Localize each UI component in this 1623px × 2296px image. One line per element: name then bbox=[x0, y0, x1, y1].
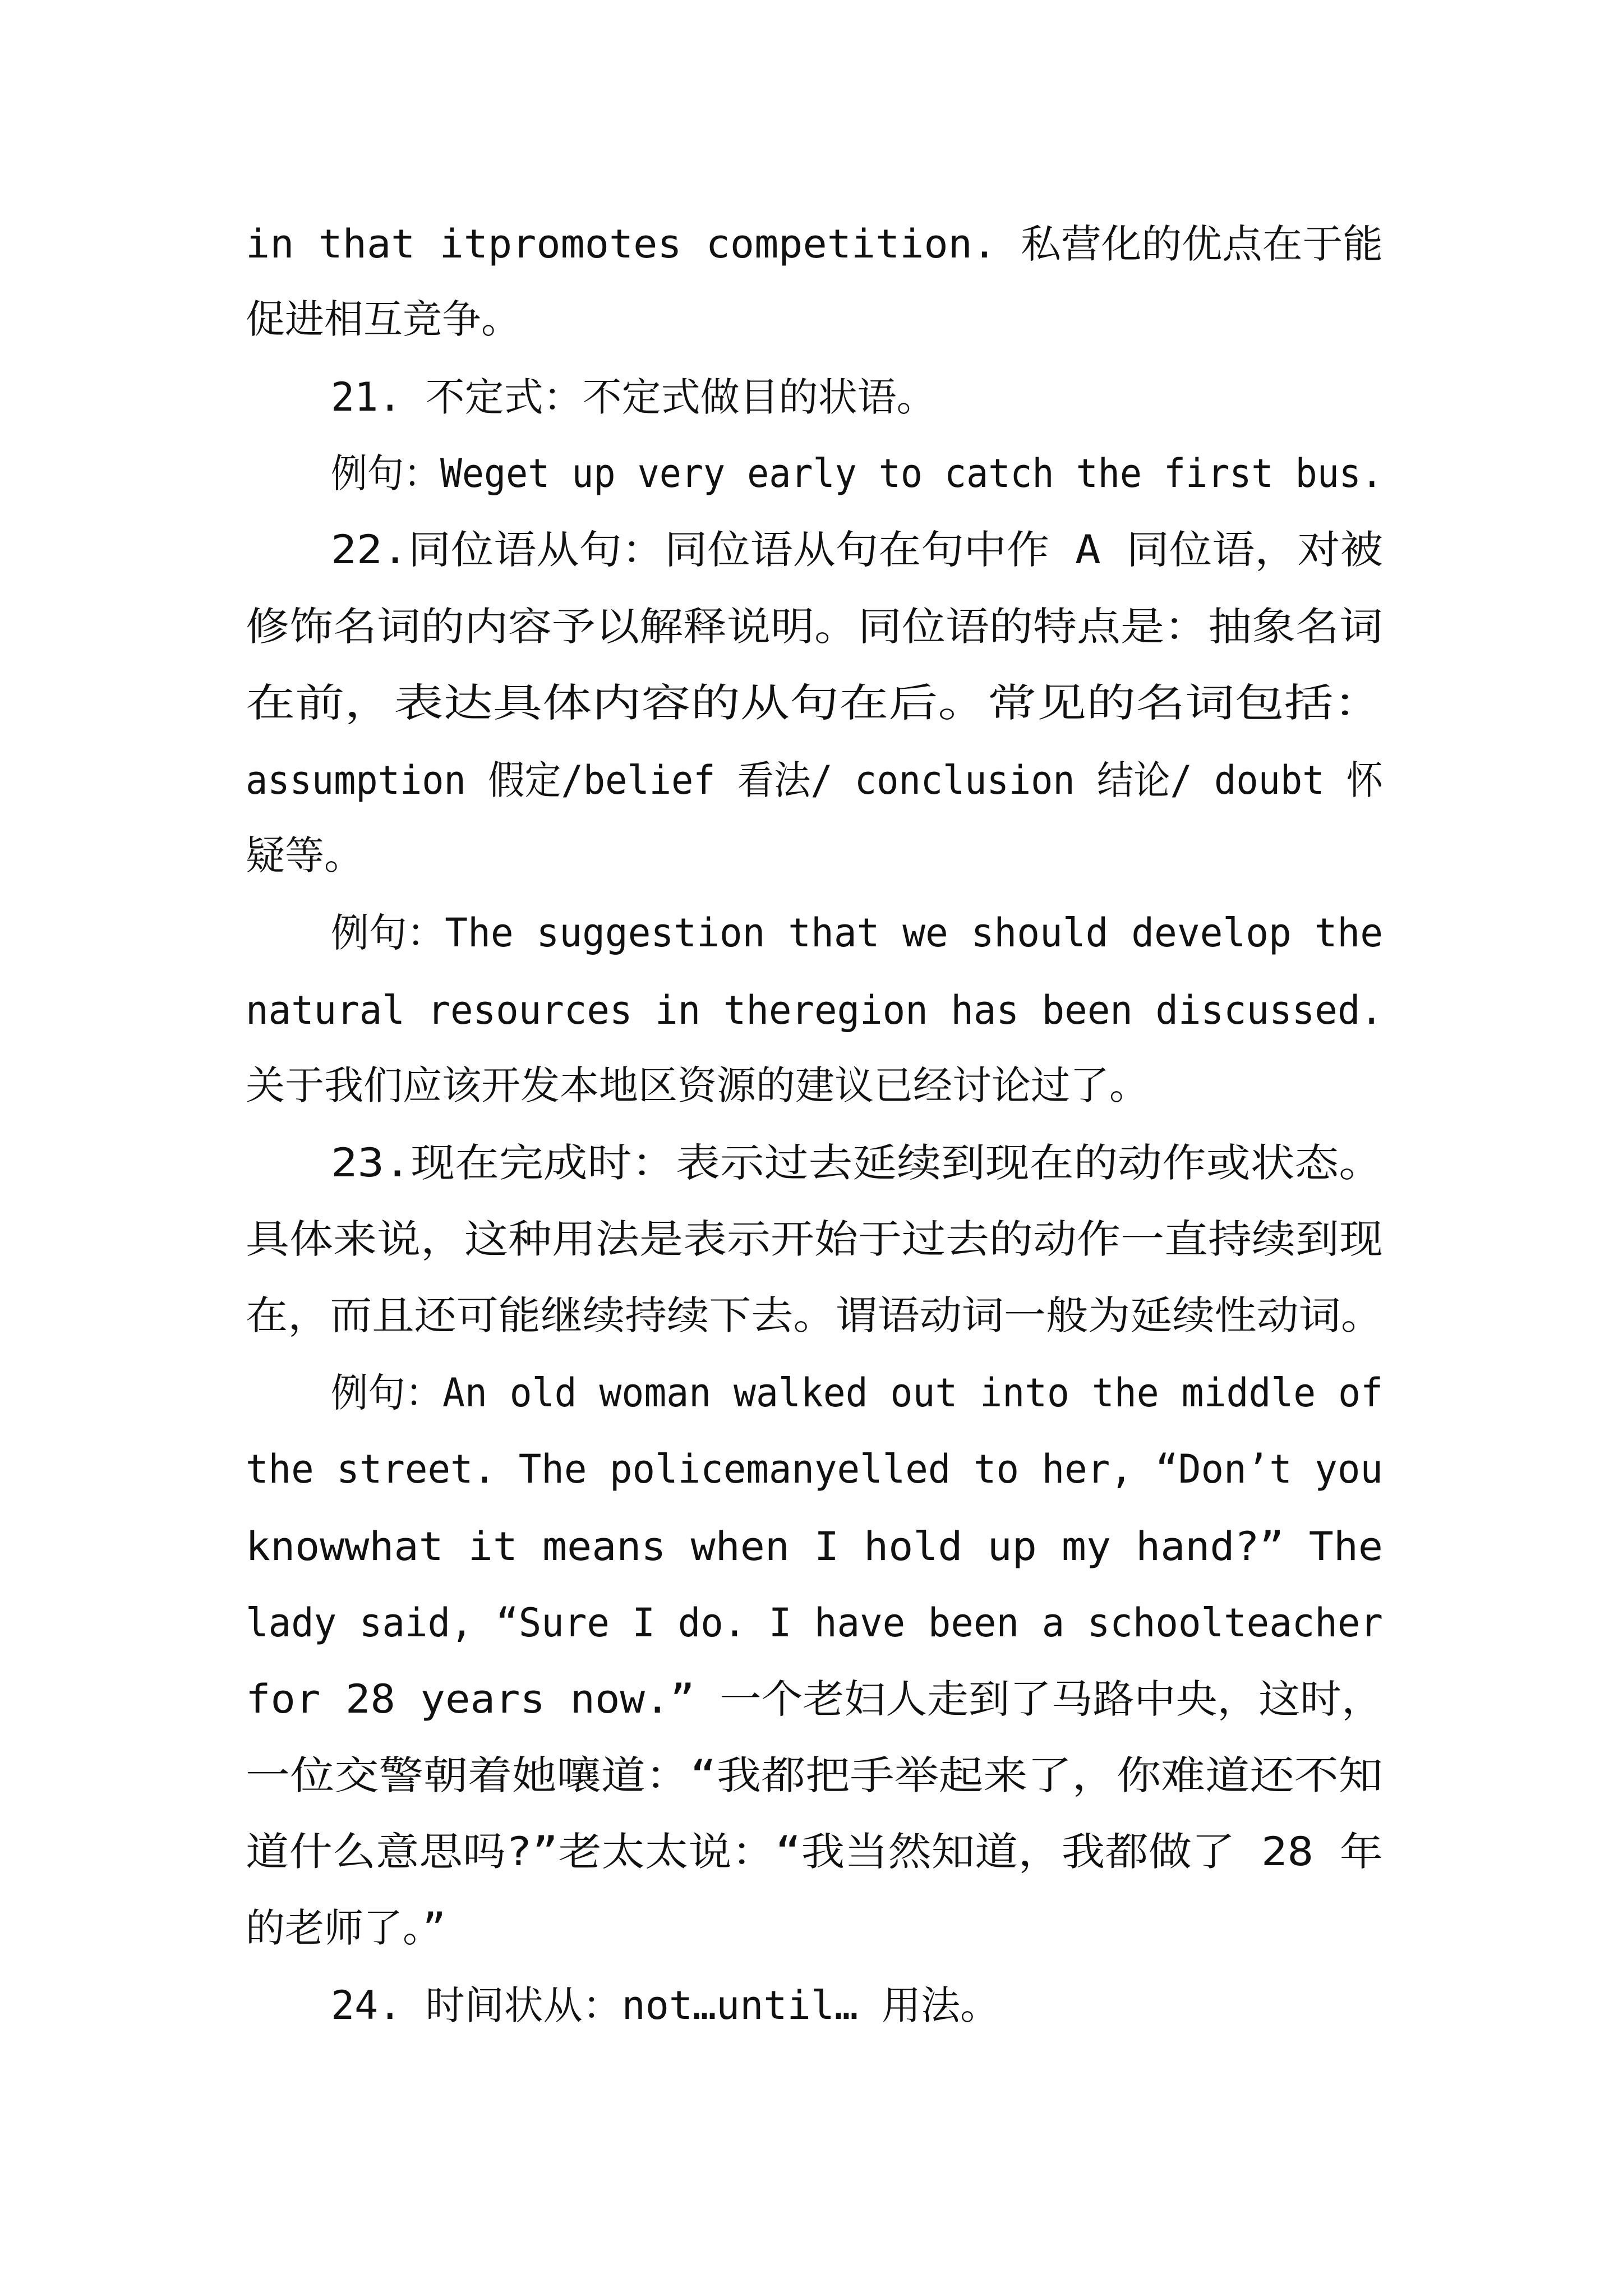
line-text: 例句：An old woman walked out into the middle of bbox=[331, 1370, 1383, 1416]
line-text: 在前，表达具体内容的从句在后。常见的名词包括： bbox=[246, 680, 1383, 726]
line-text: assumption 假定/belief 看法/ conclusion 结论/ doubt 怀 bbox=[246, 757, 1383, 803]
text-line bbox=[246, 1516, 1623, 1577]
line-text: 的老师了。” bbox=[246, 1905, 446, 1951]
text-line bbox=[246, 1821, 1623, 1883]
text-line bbox=[246, 596, 1623, 657]
text-line bbox=[246, 213, 1623, 275]
text-line bbox=[331, 1362, 1623, 1424]
line-text: knowwhat it means when I hold up my hand?” The bbox=[246, 1524, 1383, 1570]
text-line bbox=[246, 288, 1623, 350]
line-text: 一位交警朝着她嚷道：“我都把手举起来了，你难道还不知 bbox=[246, 1752, 1383, 1798]
text-line bbox=[331, 443, 1623, 504]
text-line bbox=[246, 749, 1623, 811]
text-line bbox=[331, 1132, 1623, 1194]
text-line bbox=[246, 1897, 1623, 1959]
line-text: 修饰名词的内容予以解释说明。同位语的特点是：抽象名词 bbox=[246, 604, 1383, 650]
line-text: lady said, “Sure I do. I have been a schoolteacher bbox=[246, 1600, 1383, 1646]
text-line bbox=[246, 1668, 1623, 1730]
text-line bbox=[246, 672, 1623, 734]
line-text: 促进相互竞争。 bbox=[246, 296, 520, 342]
text-line bbox=[246, 1745, 1623, 1806]
line-text: 例句：Weget up very early to catch the first bus. bbox=[331, 450, 1383, 496]
text-line bbox=[246, 1055, 1623, 1116]
text-line bbox=[246, 1285, 1623, 1346]
text-line bbox=[246, 979, 1623, 1041]
line-text: the street. The policemanyelled to her, “Don’t you bbox=[246, 1446, 1383, 1492]
line-text: 23.现在完成时：表示过去延续到现在的动作或状态。 bbox=[331, 1140, 1383, 1186]
line-text: 例句：The suggestion that we should develop the bbox=[331, 910, 1383, 956]
line-text: 具体来说，这种用法是表示开始于过去的动作一直持续到现 bbox=[246, 1216, 1383, 1262]
text-line bbox=[331, 902, 1623, 964]
line-text: 21. 不定式：不定式做目的状语。 bbox=[331, 374, 936, 420]
line-text: 在，而且还可能继续持续下去。谓语动词一般为延续性动词。 bbox=[246, 1292, 1383, 1338]
line-text: 22.同位语从句：同位语从句在句中作 A 同位语，对被 bbox=[331, 527, 1383, 573]
text-line bbox=[246, 1592, 1623, 1654]
line-text: 疑等。 bbox=[246, 832, 363, 878]
line-text: natural resources in theregion has been discussed. bbox=[246, 987, 1383, 1033]
text-line bbox=[246, 825, 1623, 886]
line-text: 24. 时间状从：not…until… 用法。 bbox=[331, 1982, 1000, 2028]
text-line bbox=[331, 1975, 1623, 2036]
line-text: in that itpromotes competition. 私营化的优点在于能 bbox=[246, 221, 1383, 267]
text-line bbox=[331, 366, 1623, 428]
text-line bbox=[246, 1438, 1623, 1500]
text-line bbox=[246, 1208, 1623, 1270]
line-text: 道什么意思吗?”老太太说：“我当然知道，我都做了 28 年 bbox=[246, 1829, 1383, 1875]
text-line bbox=[331, 519, 1623, 581]
line-text: for 28 years now.” 一个老妇人走到了马路中央，这时， bbox=[246, 1676, 1383, 1722]
line-text: 关于我们应该开发本地区资源的建议已经讨论过了。 bbox=[246, 1062, 1149, 1108]
